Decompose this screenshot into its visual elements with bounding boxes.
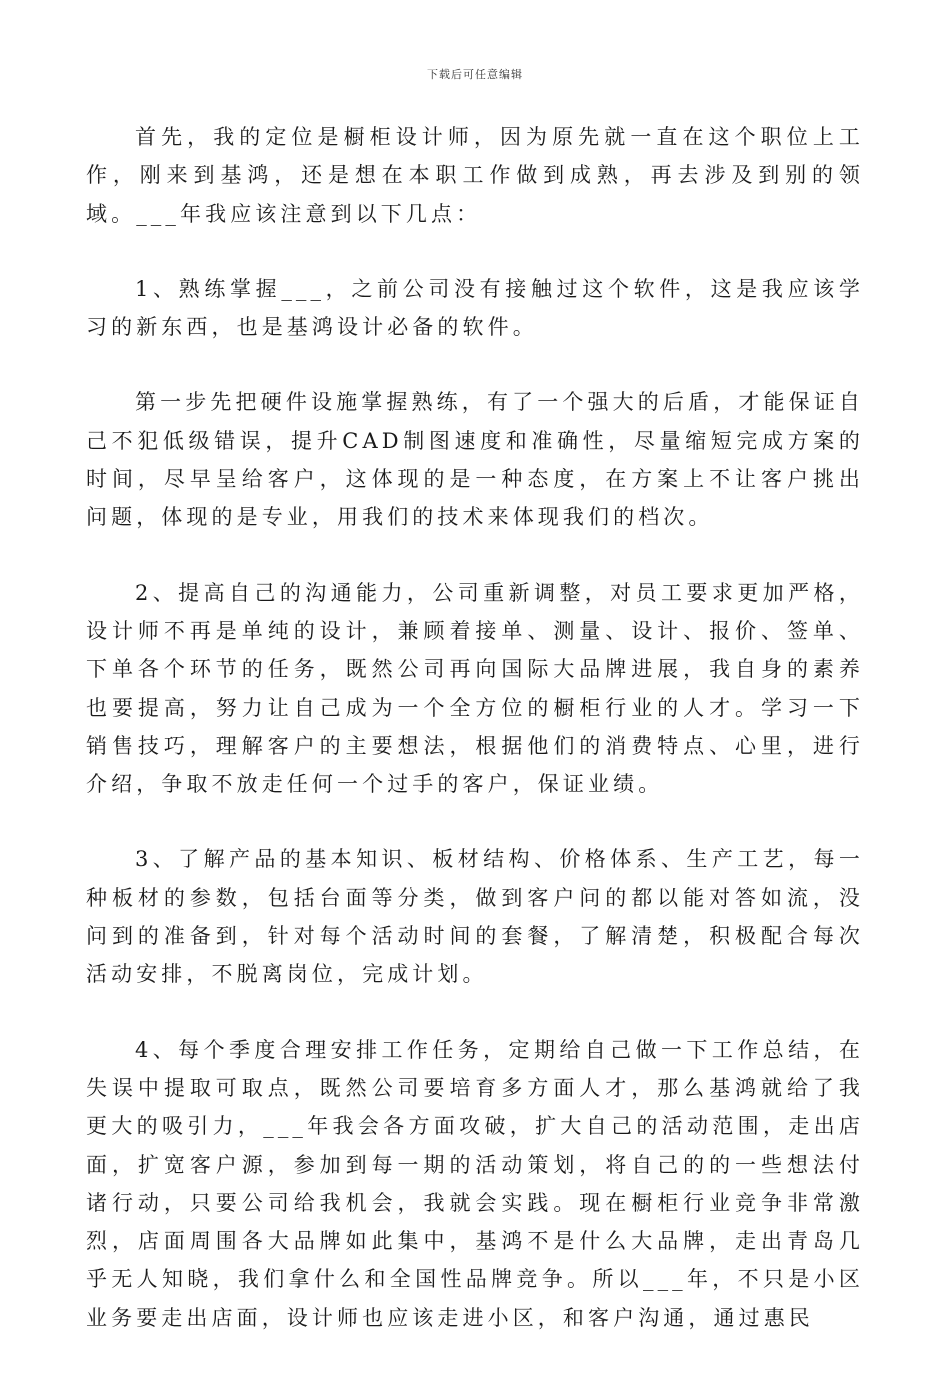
- paragraph-point-3: 3、了解产品的基本知识、板材结构、价格体系、生产工艺，每一种板材的参数，包括台面等分类，做到客户问的都以能对答如流，没问到的准备到，针对每个活动时间的套餐，了解清楚，积极配合每次活动安排，不脱离岗位，完成计划。: [86, 847, 864, 987]
- document-body: [86, 118, 864, 1374]
- paragraph-point-1: 1、熟练掌握___，之前公司没有接触过这个软件，这是我应该学习的新东西，也是基鸿设计必备的软件。: [86, 276, 864, 340]
- paragraph-point-2: 2、提高自己的沟通能力，公司重新调整，对员工要求更加严格，设计师不再是单纯的设计，兼顾着接单、测量、设计、报价、签单、下单各个环节的任务，既然公司再向国际大品牌进展，我自身的素养也要提高，努力让自己成为一个全方位的橱柜行业的人才。学习一下销售技巧，理解客户的主要想法，根据他们的消费特点、心里，进行介绍，争取不放走任何一个过手的客户，保证业绩。: [86, 580, 864, 797]
- paragraph-step-1: 第一步先把硬件设施掌握熟练，有了一个强大的后盾，才能保证自己不犯低级错误，提升CAD制图速度和准确性，尽量缩短完成方案的时间，尽早呈给客户，这体现的是一种态度，在方案上不让客户挑出问题，体现的是专业，用我们的技术来体现我们的档次。: [86, 390, 864, 530]
- page-header: 下载后可任意编辑: [427, 68, 523, 81]
- paragraph-point-4: 4、每个季度合理安排工作任务，定期给自己做一下工作总结，在失误中提取可取点，既然公司要培育多方面人才，那么基鸿就给了我更大的吸引力，___年我会各方面攻破，扩大自己的活动范围，走出店面，扩宽客户源，参加到每一期的活动策划，将自己的的一些想法付诸行动，只要公司给我机会，我就会实践。现在橱柜行业竞争非常激烈，店面周围各大品牌如此集中，基鸿不是什么大品牌，走出青岛几乎无人知晓，我们拿什么和全国性品牌竞争。所以___年，不只是小区业务要走出店面，设计师也应该走进小区，和客户沟通，通过惠民: [86, 1037, 864, 1330]
- paragraph-intro: 首先，我的定位是橱柜设计师，因为原先就一直在这个职位上工作，刚来到基鸿，还是想在本职工作做到成熟，再去涉及到别的领域。___年我应该注意到以下几点：: [86, 125, 864, 226]
